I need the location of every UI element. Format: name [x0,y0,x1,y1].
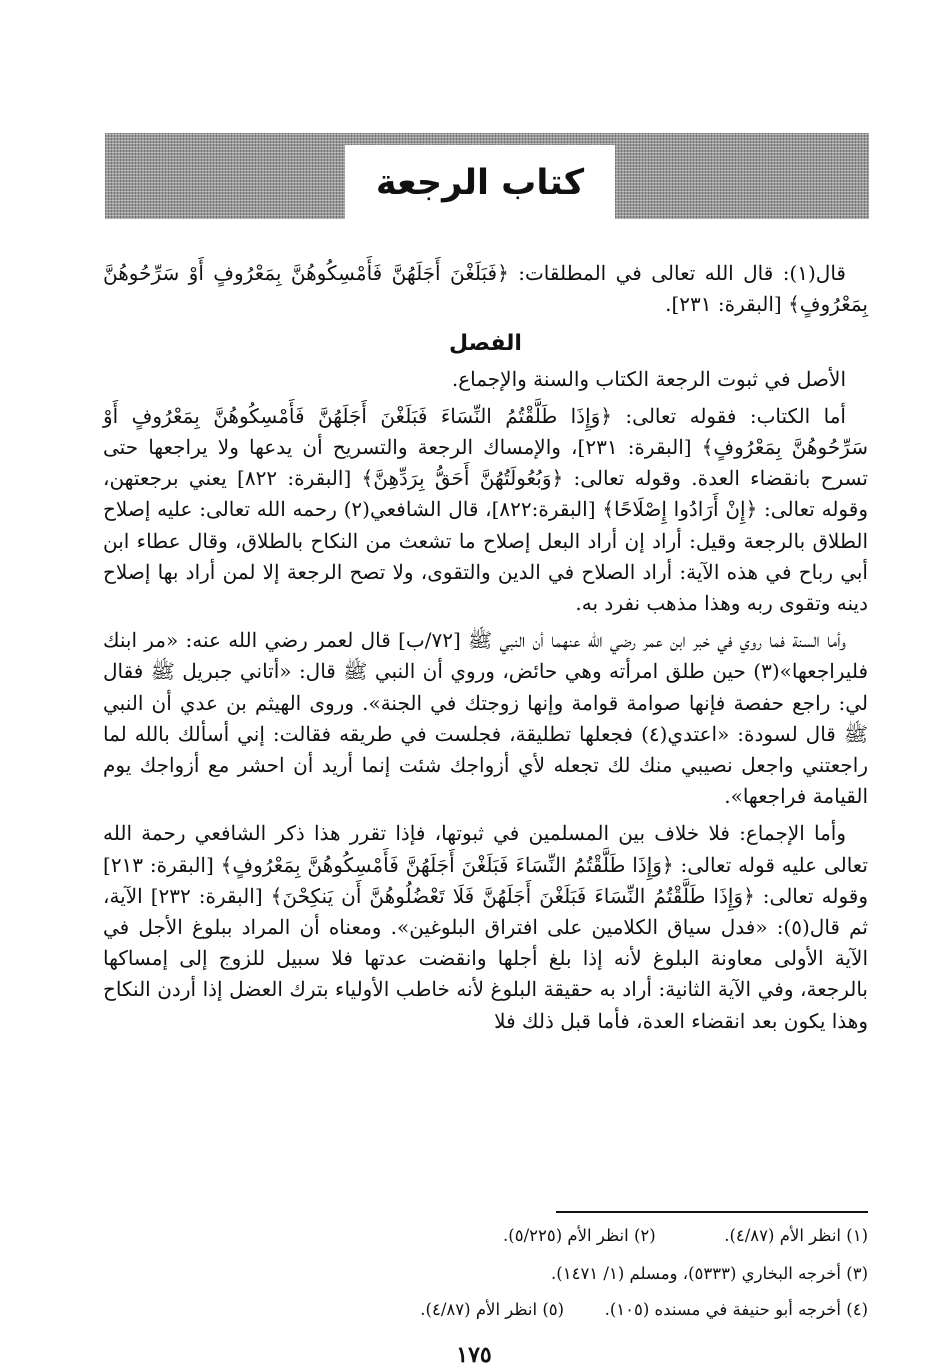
footnote-3: (٣) أخرجه البخاري (٥٣٣٣)، ومسلم (١/ ١٤٧١). [551,1264,868,1283]
footnote-row-3 [420,1300,868,1319]
section-heading: الفصل [449,331,522,357]
chapter-title: كتاب الرجعة [345,145,615,220]
paragraph-2: أما الكتاب: فقوله تعالى: ﴿وَإِذَا طَلَّقْتُمُ النِّسَاءَ فَبَلَغْنَ أَجَلَهُنَّ فَأَمْسِكُوهُنَّ بِمَعْرُوفٍ أَوْ سَرِّحُوهُنَّ بِمَعْرُوفٍ﴾ [البقرة: ٢٣١]، والإمساك الرجعة والتسريح أن يدعها ولا يراجعها حتى تسرح بانقضاء العدة. وقوله تعالى: ﴿وَبُعُولَتُهُنَّ أَحَقُّ بِرَدِّهِنَّ﴾ [البقرة: ٨٢٢] يعني برجعتهن، وقوله تعالى: ﴿إِنْ أَرَادُوا إِصْلَاحًا﴾ [البقرة:٨٢٢]، قال الشافعي(٢) رحمه الله تعالى: عليه إصلاح الطلاق بالرجعة وقيل: أراد إن أراد البعل إصلاح ما تشعث من النكاح بالطلاق، وقال عطاء ابن أبي رباح في هذه الآية: أراد الصلاح في الدين والتقوى، ولا تصح الرجعة إلا لمن أراد بها إصلاح دينه وتقوى ربه وهذا مذهب نفرد به. [103,403,868,616]
footnote-1: (١) انظر الأم (٤/٨٧). [724,1226,868,1245]
paragraph-1: الأصل في ثبوت الرجعة الكتاب والسنة والإجماع. [451,366,846,391]
paragraph-3: وأما السنة فما روي في خبر ابن عمر رضي الله عنهما أن النبي ﷺ [٧٢/ب] قال لعمر رضي الله عنه: «مر ابنك فليراجعها»(٣) حين طلق امرأته وهي حائض، وروي أن النبي ﷺ قال: «أتاني جبريل ﷺ فقال لي: راجع حفصة فإنها صوامة قوامة وإنها زوجتك في الجنة». وروى الهيثم بن عدي أن النبي ﷺ قال لسودة: «اعتدي(٤) فجعلها تطليقة، فجلست في طريقه فقالت: إني أسألك بالله لما راجعتني واجعل نصيبي منك لك تجعله لأي أزواجك شئت إنما أريد أن احشر مع أزواجك يوم القيامة فراجعها». [103,628,868,809]
paragraph-4: وأما الإجماع: فلا خلاف بين المسلمين في ثبوتها، فإذا تقرر هذا ذكر الشافعي رحمة الله تعالى عليه قوله تعالى: ﴿وَإِذَا طَلَّقْتُمُ النِّسَاءَ فَبَلَغْنَ أَجَلَهُنَّ فَأَمْسِكُوهُنَّ بِمَعْرُوفٍ﴾ [البقرة: ٢١٣] وقوله تعالى: ﴿وَإِذَا طَلَّقْتُمُ النِّسَاءَ فَبَلَغْنَ أَجَلَهُنَّ فَلَا تَعْضُلُوهُنَّ أَن يَنكِحْنَ﴾ [البقرة: ٢٣٢] الآية، ثم قال(٥): «فدل سياق الكلامين على افتراق البلوغين». ومعناه أن المراد ببلوغ الأجل في الآية الأولى معاونة البلوغ لأنه إذا بلغ أجلها وانقضت عدتها فلا سبيل للزوج إلى إمساكها بالرجعة، وفي الآية الثانية: أراد به حقيقة البلوغ لأنه خاطب الأولياء بترك العضل إذا أردن النكاح وهذا يكون بعد انقضاء العدة، فأما قبل ذلك فلا [103,821,868,1033]
intro-paragraph: قال(١): قال الله تعالى في المطلقات: ﴿فَبَلَغْنَ أَجَلَهُنَّ فَأَمْسِكُوهُنَّ بِمَعْرُوفٍ أَوْ سَرِّحُوهُنَّ بِمَعْرُوفٍ﴾ [البقرة: ٢٣١]. [103,261,868,317]
footnote-2: (٢) انظر الأم (٥/٢٢٥). [503,1226,656,1245]
footnote-separator [556,1211,868,1213]
footnote-5: (٥) انظر الأم (٤/٨٧). [420,1300,565,1319]
footnote-4: (٤) أخرجه أبو حنيفة في مسنده (١٠٥). [604,1300,868,1319]
footnote-row-1 [503,1226,868,1245]
page-number: ١٧٥ [456,1342,492,1368]
footnote-row-2 [551,1264,868,1283]
main-text [103,258,868,1043]
